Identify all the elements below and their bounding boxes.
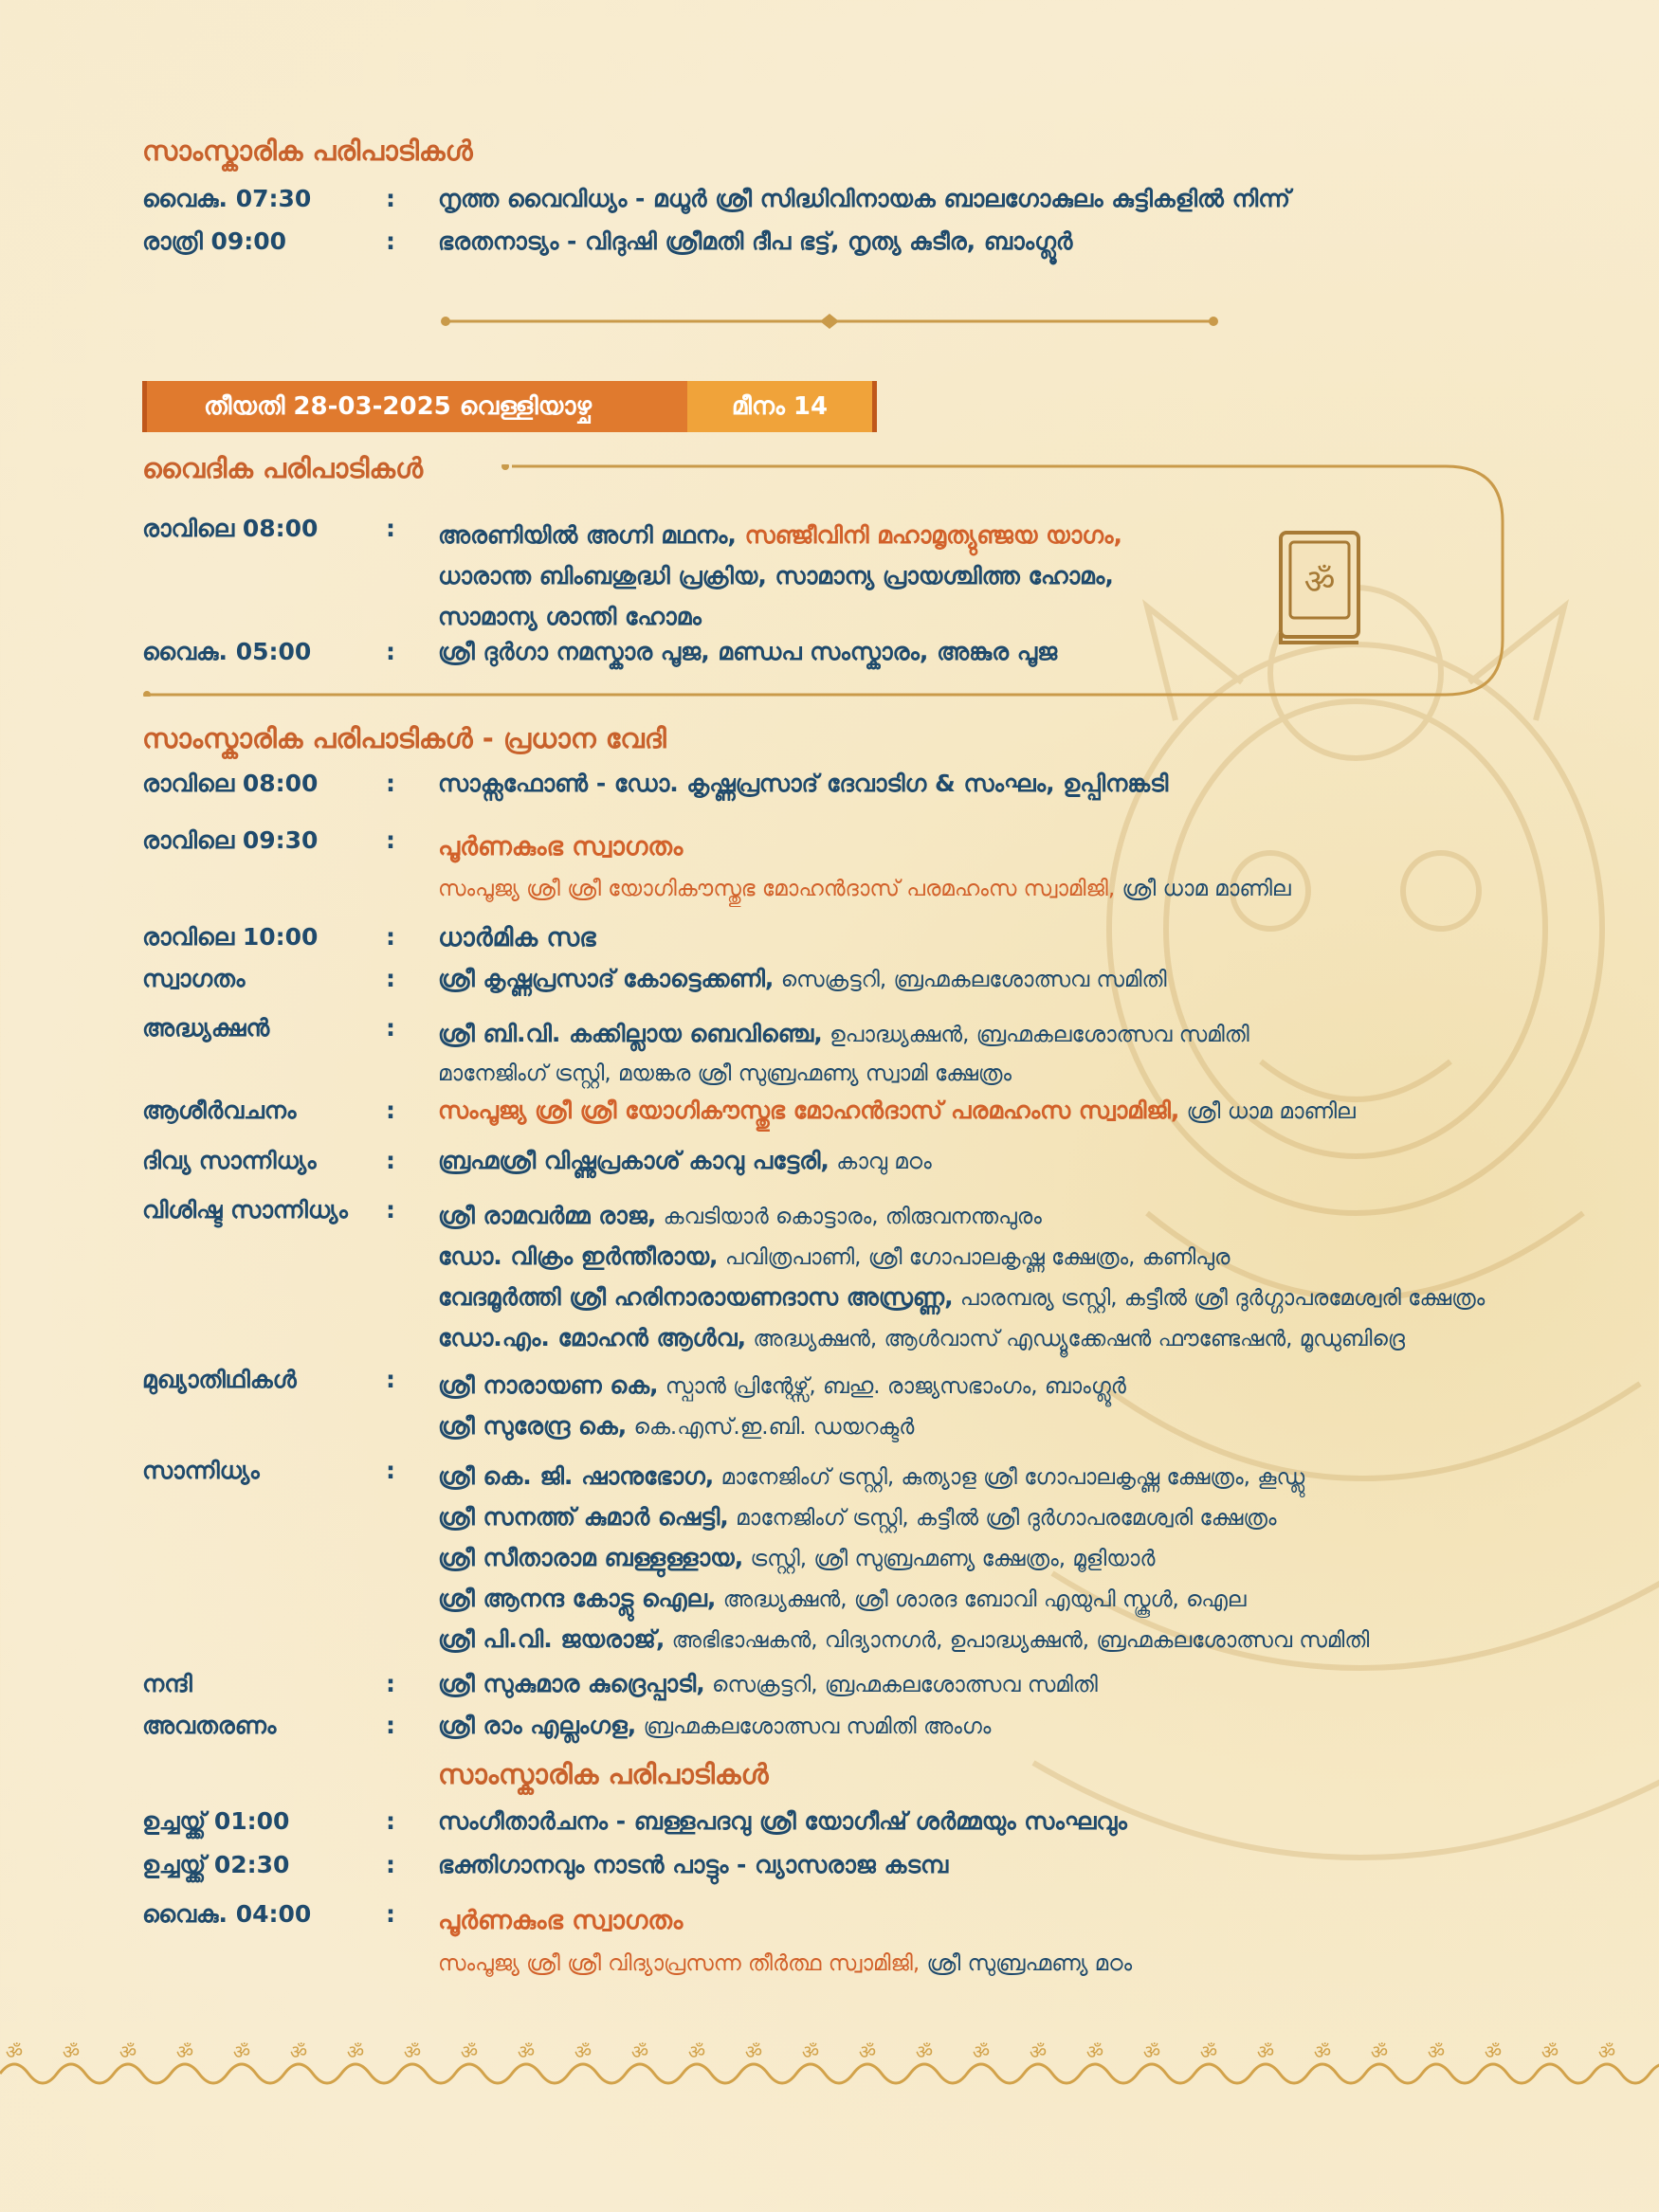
row-separator: : (386, 1097, 395, 1124)
row-time: വൈകു. 04:00 (142, 1900, 312, 1928)
row-time: വൈകു. 05:00 (142, 638, 312, 665)
row-separator: : (386, 826, 395, 854)
om-symbol-icon: ॐ (5, 2040, 24, 2063)
om-symbol-icon: ॐ (574, 2040, 592, 2063)
schedule-page: സാംസ്കാരിക പരിപാടികൾ വൈകു. 07:30 : നൃത്ത വൈവിധ്യം - മധൂർ ശ്രീ സിദ്ധിവിനായക ബാലഗോകുലം കുട്ടികളിൽ നിന്ന് രാത്രി 09:00 : ഭരതനാട്യം - വിദുഷി ശ്രീമതി ദീപ ഭട്ട്, നൃത്യ കുടീര, ബാംഗ്ലൂർ തീയതി 28-03-2025 വെള്ളിയാഴ്ച മീനം 14 വൈദിക പരിപാടികൾ രാവിലെ 08:00 : അരണിയിൽ അഗ്നി മഥനം, സഞ്ജീവിനി മഹാമൃത്യുഞ്ജയ യാഗം, ധാരാന്ത ബിംബശുദ്ധി പ്രക്രിയ, സാമാന്യ പ്രായശ്ചിത്ത ഹോമം, സാമാന്യ ശാന്തി ഹോമം വൈകു. 05:00 : ശ്രീ ദുർഗാ നമസ്കാര പൂജ, മണ്ഡപ സംസ്കാരം, അങ്കുര പൂജ ॐ സാംസ്കാരിക പരിപാടികൾ - പ്രധാന വേദി രാവിലെ 08:00 : സാക്സഫോൺ - ഡോ. കൃഷ്ണപ്രസാദ് ദേവാടിഗ & സംഘം, ഉപ്പിനങ്കടി രാവിലെ 09:30 : പൂർണകുംഭ സ്വാഗതം സംപൂജ്യ ശ്രീ ശ്രീ യോഗികൗസ്തുഭ മോഹൻദാസ് പരമഹംസ സ്വാമിജി, ശ്രീ ധാമ മാണില രാവിലെ 10:00 : ധാർമിക സഭ സ്വാഗതം : ശ്രീ കൃഷ്ണപ്രസാദ് കോട്ടെക്കണി, സെക്രട്ടറി, ബ്രഹ്മകലശോത്സവ സമിതി അദ്ധ്യക്ഷൻ : ശ്രീ ബി.വി. കക്കില്ലായ ബെവിഞ്ചെ, ഉപാദ്ധ്യക്ഷൻ, ബ്രഹ്മകലശോത്സവ സമിതി മാനേജിംഗ് ട്രസ്റ്റി, മയങ്കര ശ്രീ സുബ്രഹ്മണ്യ സ്വാമി ക്ഷേത്രം ആശീർവചനം : സംപൂജ്യ ശ്രീ ശ്രീ യോഗികൗസ്തുഭ മോഹൻദാസ് പരമഹംസ സ്വാമിജി, ശ്രീ ധാമ മാണില ദിവ്യ സാന്നിധ്യം : ബ്രഹ്മശ്രീ വിഷ്ണുപ്രകാശ് കാവു പട്ടേരി, കാവു മഠം വിശിഷ്ട സാന്നിധ്യം : ശ്രീ രാമവർമ്മ രാജ, കവടിയാർ കൊട്ടാരം, തിരുവനന്തപുരം ഡോ. വിക്രം ഇർന്തീരായ, പവിത്രപാണി, ശ്രീ ഗോപാലകൃഷ്ണ ക്ഷേത്രം, കണിപുര വേദമൂർത്തി ശ്രീ ഹരിനാരായണദാസ അസ്രണ്ണ, പാരമ്പര്യ ട്രസ്റ്റി, കട്ടീൽ ശ്രീ ദുർഗ്ഗാപരമേശ്വരി ക്ഷേത്രം ഡോ.എം. മോഹൻ ആൾവ, അദ്ധ്യക്ഷൻ, ആൾവാസ് എഡ്യൂക്കേഷൻ ഫൗണ്ടേഷൻ, മൂഡുബിദ്രെ മുഖ്യാതിഥികൾ : ശ്രീ നാരായണ കെ, സ്പാൻ പ്രിന്റേഴ്സ്, ബഹു. രാജ്യസഭാംഗം, ബാംഗ്ലൂർ ശ്രീ സുരേന്ദ്ര കെ, കെ.എസ്.ഇ.ബി. ഡയറക്ടർ സാന്നിധ്യം : ശ്രീ കെ. ജി. ഷാനുഭോഗ, മാനേജിംഗ് ട്രസ്റ്റി, കുത്യാള ശ്രീ ഗോപാലകൃഷ്ണ ക്ഷേത്രം, കൂഡ്ലു ശ്രീ സനത്ത് കുമാർ ഷെട്ടി, മാനേജിംഗ് ട്രസ്റ്റി, കട്ടീൽ ശ്രീ ദുർഗാപരമേശ്വരി ക്ഷേത്രം ശ്രീ സീതാരാമ ബള്ളുള്ളായ, ട്രസ്റ്റി, ശ്രീ സുബ്രഹ്മണ്യ ക്ഷേത്രം, മൂളിയാർ ശ്രീ ആനന്ദ കോട്ലു ഐല, അദ്ധ്യക്ഷൻ, ശ്രീ ശാരദ ബോവി എയുപി സ്കൂൾ, ഐല ശ്രീ പി.വി. ജയരാജ്, അഭിഭാഷകൻ, വിദ്യാനഗർ, ഉപാദ്ധ്യക്ഷൻ, ബ്രഹ്മകലശോത്സവ സമിതി നന്ദി : ശ്രീ സുകുമാര കുദ്രെപ്പാടി, സെക്രട്ടറി, ബ്രഹ്മകലശോത്സവ സമിതി അവതരണം : ശ്രീ രാം എല്ലംഗള, ബ്രഹ്മകലശോത്സവ സമിതി അംഗം സാംസ്കാരിക പരിപാടികൾ ഉച്ചയ്ക്ക് 01:00 : സംഗീതാർചനം - ബള്ളപദവു ശ്രീ യോഗീഷ് ശർമ്മയും സംഘവും ഉച്ചയ്ക്ക് 02:30 : ഭക്തിഗാനവും നാടൻ പാട്ടും - വ്യാസരാജ കടമ്പ വൈകു. 04:00 : പൂർണകുംഭ സ്വാഗതം സംപൂജ്യ ശ്രീ ശ്രീ വിദ്യാപ്രസന്ന തീർത്ഥ സ്വാമിജി, ശ്രീ സുബ്രഹ്മണ്യ മഠം ॐ ॐ ॐ ॐ ॐ ॐ ॐ ॐ ॐ ॐ ॐ ॐ ॐ ॐ ॐ ॐ ॐ ॐ ॐ ॐ ॐ ॐ ॐ ॐ ॐ ॐ ॐ ॐ ॐ (0, 0, 1659, 2212)
row-text: സാക്സഫോൺ - ഡോ. കൃഷ്ണപ്രസാദ് ദേവാടിഗ & സംഘം, ഉപ്പിനങ്കടി (438, 770, 1169, 797)
row-text: അരണിയിൽ അഗ്നി മഥനം, സഞ്ജീവിനി മഹാമൃത്യുഞ്ജയ യാഗം, ധാരാന്ത ബിംബശുദ്ധി പ്രക്രിയ, സാമാന്യ പ്രായശ്ചിത്ത ഹോമം, സാമാന്യ ശാന്തി ഹോമം (438, 521, 1122, 630)
row-label: ആശീർവചനം (142, 1097, 297, 1124)
om-symbol-icon: ॐ (517, 2040, 536, 2063)
svg-text:ॐ: ॐ (1304, 563, 1336, 602)
row-time: ഉച്ചയ്ക്ക് 02:30 (142, 1851, 290, 1878)
row-text: പൂർണകുംഭ സ്വാഗതം സംപൂജ്യ ശ്രീ ശ്രീ യോഗികൗസ്തുഭ മോഹൻദാസ് പരമഹംസ സ്വാമിജി, ശ്രീ ധാമ മാണില (438, 832, 1291, 901)
row-separator: : (386, 1014, 395, 1042)
row-label: സ്വാഗതം (142, 965, 246, 992)
om-symbol-icon: ॐ (687, 2040, 706, 2063)
row-separator: : (386, 1457, 395, 1484)
row-text: ഭക്തിഗാനവും നാടൻ പാട്ടും - വ്യാസരാജ കടമ്പ (438, 1851, 949, 1878)
section-heading-main-stage: സാംസ്കാരിക പരിപാടികൾ - പ്രധാന വേദി (142, 722, 666, 754)
row-text: ഭരതനാട്യം - വിദുഷി ശ്രീമതി ദീപ ഭട്ട്, നൃത്യ കുടീര, ബാംഗ്ലൂർ (438, 227, 1073, 255)
row-separator: : (386, 515, 395, 542)
row-label: അവതരണം (142, 1712, 277, 1739)
row-separator: : (386, 227, 395, 255)
om-symbol-icon: ॐ (858, 2040, 877, 2063)
section-heading-cultural: സാംസ്കാരിക പരിപാടികൾ (142, 135, 473, 167)
om-symbol-icon: ॐ (630, 2040, 649, 2063)
row-separator: : (386, 1712, 395, 1739)
om-symbol-icon: ॐ (232, 2040, 251, 2063)
om-symbol-icon: ॐ (1313, 2040, 1332, 2063)
om-symbol-icon: ॐ (744, 2040, 763, 2063)
malayalam-date-label: മീനം 14 (687, 381, 877, 432)
ornamental-divider (436, 313, 1223, 330)
row-separator: : (386, 185, 395, 212)
row-label: മുഖ്യാതിഥികൾ (142, 1366, 297, 1393)
om-symbol-icon: ॐ (1199, 2040, 1218, 2063)
row-label: സാന്നിധ്യം (142, 1457, 260, 1484)
row-separator: : (386, 1670, 395, 1697)
row-text: നൃത്ത വൈവിധ്യം - മധൂർ ശ്രീ സിദ്ധിവിനായക ബാലഗോകുലം കുട്ടികളിൽ നിന്ന് (438, 185, 1290, 212)
om-symbol-icon: ॐ (972, 2040, 991, 2063)
om-symbol-icon: ॐ (1029, 2040, 1048, 2063)
om-symbol-icon: ॐ (1085, 2040, 1104, 2063)
row-separator: : (386, 1196, 395, 1224)
row-time: രാവിലെ 09:30 (142, 826, 319, 854)
row-separator: : (386, 638, 395, 665)
row-text: സംഗീതാർചനം - ബള്ളപദവു ശ്രീ യോഗീഷ് ശർമ്മയും സംഘവും (438, 1807, 1127, 1835)
row-label: ദിവ്യ സാന്നിധ്യം (142, 1147, 317, 1174)
om-symbol-icon: ॐ (175, 2040, 194, 2063)
row-time: വൈകു. 07:30 (142, 185, 312, 212)
row-separator: : (386, 1807, 395, 1835)
om-symbol-icon: ॐ (346, 2040, 365, 2063)
row-separator: : (386, 1366, 395, 1393)
row-label: നന്ദി (142, 1670, 192, 1697)
om-symbol-icon: ॐ (1540, 2040, 1559, 2063)
row-separator: : (386, 1900, 395, 1928)
row-time: രാവിലെ 10:00 (142, 923, 319, 951)
om-symbol-icon: ॐ (118, 2040, 137, 2063)
date-label: തീയതി 28-03-2025 വെള്ളിയാഴ്ച (142, 381, 687, 432)
om-symbol-icon: ॐ (62, 2040, 81, 2063)
om-symbol-icon: ॐ (1427, 2040, 1446, 2063)
row-separator: : (386, 1147, 395, 1174)
row-separator: : (386, 770, 395, 797)
om-symbol-icon: ॐ (1484, 2040, 1503, 2063)
date-bar (142, 381, 877, 432)
om-border-pattern (0, 2038, 1659, 2104)
om-symbol-icon: ॐ (403, 2040, 422, 2063)
om-symbol-icon: ॐ (289, 2040, 308, 2063)
om-symbol-icon: ॐ (1142, 2040, 1161, 2063)
om-symbol-icon: ॐ (1370, 2040, 1389, 2063)
om-symbol-icon: ॐ (460, 2040, 479, 2063)
om-symbol-icon: ॐ (915, 2040, 934, 2063)
om-book-icon (1275, 529, 1365, 647)
row-label: അദ്ധ്യക്ഷൻ (142, 1014, 270, 1042)
om-symbol-icon: ॐ (1256, 2040, 1275, 2063)
row-time: രാത്രി 09:00 (142, 227, 287, 255)
row-text: ശ്രീ ദുർഗാ നമസ്കാര പൂജ, മണ്ഡപ സംസ്കാരം, അങ്കുര പൂജ (438, 638, 1058, 665)
om-symbol-icon: ॐ (801, 2040, 820, 2063)
row-time: രാവിലെ 08:00 (142, 770, 319, 797)
row-text: ധാർമിക സഭ (438, 923, 596, 952)
row-separator: : (386, 923, 395, 951)
row-label: വിശിഷ്ട സാന്നിധ്യം (142, 1196, 348, 1224)
row-time: രാവിലെ 08:00 (142, 515, 319, 542)
row-separator: : (386, 965, 395, 992)
section-heading-cultural-afternoon: സാംസ്കാരിക പരിപാടികൾ (438, 1758, 769, 1790)
row-separator: : (386, 1851, 395, 1878)
om-symbol-icon: ॐ (1597, 2040, 1616, 2063)
row-time: ഉച്ചയ്ക്ക് 01:00 (142, 1807, 290, 1835)
section-heading-vaidika: വൈദിക പരിപാടികൾ (142, 452, 424, 484)
